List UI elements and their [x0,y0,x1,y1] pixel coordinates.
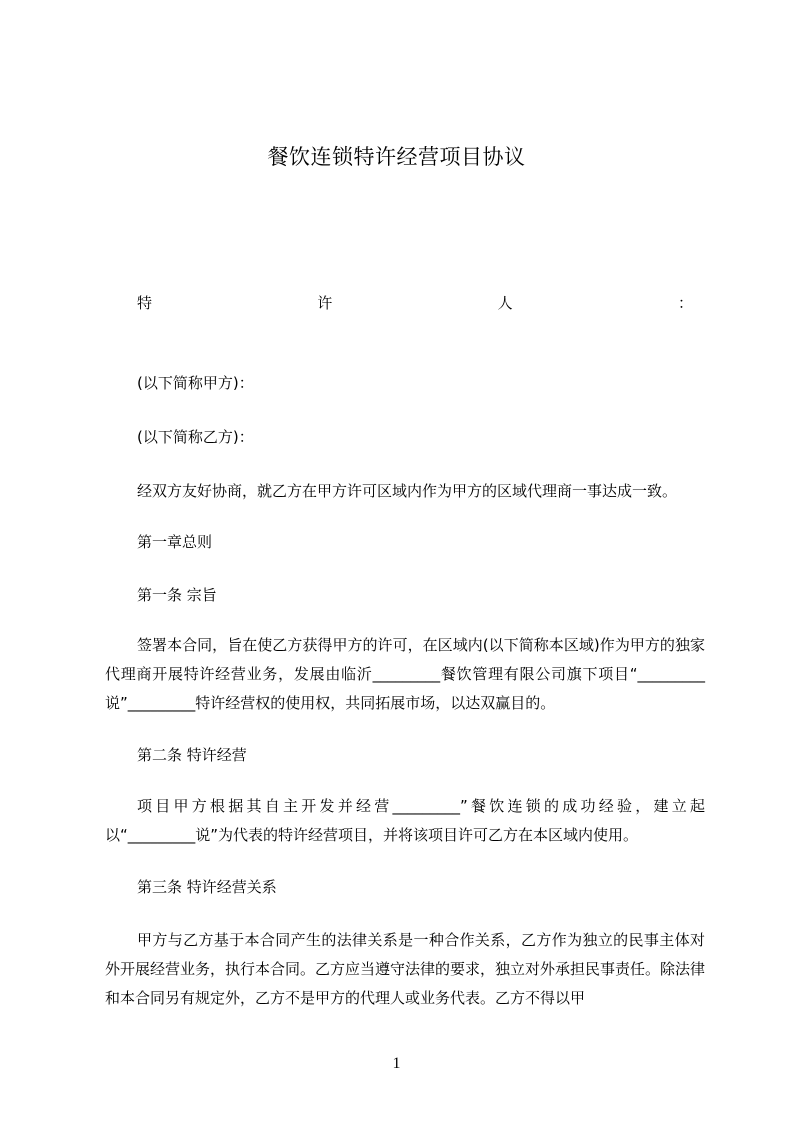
article-3-heading: 第三条 特许经营关系 [137,878,277,896]
franchisor-char: 人 [497,294,513,312]
document-title: 餐饮连锁特许经营项目协议 [267,145,526,169]
article-2-heading: 第二条 特许经营 [137,746,247,764]
party-a-line: (以下简称甲方)： [137,374,254,392]
article-1-heading: 第一条 宗旨 [137,586,217,604]
party-b-line: (以下简称乙方)： [137,428,254,446]
article-3-body: 甲方与乙方基于本合同产生的法律关系是一种合作关系，乙方作为独立的民事主体对外开展经营业务，执行本合同。乙方应当遵守法律的要求，独立对外承担民事责任。除法律和本合同另有规定外，乙方不是甲方的代理人或业务代表。乙方不得以甲 [105,931,706,1007]
franchisor-char: 许 [317,294,333,312]
article-2-body: 项目甲方根据其自主开发并经营_________”餐饮连锁的成功经验，建立起以“_________说”为代表的特许经营项目，并将该项目许可乙方在本区域内使用。 [105,797,705,844]
intro-paragraph: 经双方友好协商，就乙方在甲方许可区域内作为甲方的区域代理商一事达成一致。 [137,482,678,500]
franchisor-char: 特 [137,294,153,312]
franchisor-line [137,292,693,313]
article-1-body: 签署本合同，旨在使乙方获得甲方的许可，在区域内(以下简称本区域)作为甲方的独家代理商开展特许经营业务，发展由临沂_________餐饮管理有限公司旗下项目“_________说”_________特许经营权的使用权，共同拓展市场，以达双赢目的。 [105,636,705,712]
page-number: 1 [392,1055,401,1072]
chapter-heading: 第一章总则 [137,533,213,551]
franchisor-char: ： [677,294,693,312]
